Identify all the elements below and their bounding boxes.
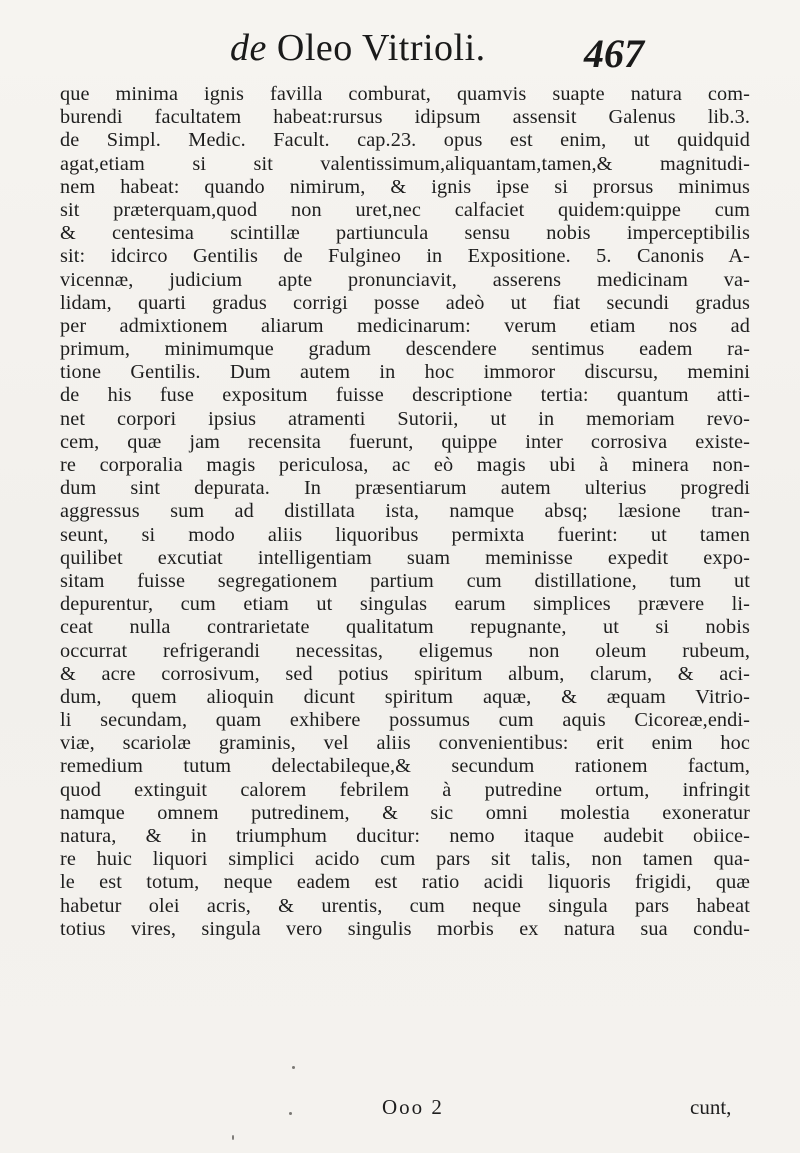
- text-line: re corporalia magis periculosa, ac eò magis ubi à minera non-: [60, 454, 750, 476]
- text-line: sitam fuisse segregationem partium cum distillatione, tum ut: [60, 569, 750, 592]
- body-text: [60, 83, 750, 941]
- text-line: & centesima scintillæ partiuncula sensu nobis imperceptibilis: [60, 222, 750, 245]
- text-line: quilibet excutiat intelligentiam suam meminisse expedit expo-: [60, 546, 750, 569]
- text-line: per admixtionem aliarum medicinarum: verum etiam nos ad: [60, 314, 750, 337]
- text-line: sit præterquam,quod non uret,nec calfaciet quidem:quippe cum: [60, 198, 750, 221]
- text-line: quod extinguit calorem febrilem à putredine ortum, infringit: [60, 778, 750, 801]
- running-title-rest: Oleo Vitrioli.: [266, 27, 486, 69]
- text-line: agat,etiam si sit valentissimum,aliquantam,tamen,& magnitudi-: [60, 152, 750, 175]
- text-line: habetur olei acris, & urentis, cum neque singula pars habeat: [60, 894, 750, 917]
- text-line: sit: idcirco Gentilis de Fulgineo in Expositione. 5. Canonis A-: [60, 245, 750, 268]
- running-title: [230, 26, 486, 70]
- running-title-de: de: [230, 27, 267, 69]
- text-line: occurrat refrigerandi necessitas, eligemus non oleum rubeum,: [60, 639, 750, 662]
- text-line: dum sint depurata. In præsentiarum autem ulterius progredi: [60, 477, 750, 500]
- text-line: dum, quem alioquin dicunt spiritum aquæ, & æquam Vitrio-: [60, 685, 750, 708]
- text-line: tione Gentilis. Dum autem in hoc immoror discursu, memini: [60, 361, 750, 384]
- text-line: viæ, scariolæ graminis, vel aliis convenientibus: erit enim hoc: [60, 732, 750, 755]
- ink-speck: [232, 1135, 234, 1140]
- signature-mark: Oοο 2: [382, 1095, 444, 1119]
- text-line: primum, minimumque gradum descendere sentimus eadem ra-: [60, 338, 750, 361]
- catchword: cunt,: [690, 1095, 732, 1119]
- text-line: totius vires, singula vero singulis morbis ex natura sua condu-: [60, 917, 750, 940]
- text-line: burendi facultatem habeat:rursus idipsum assensit Galenus lib.3.: [60, 106, 750, 129]
- text-line: li secundam, quam exhibere possumus cum aquis Cicoreæ,endi-: [60, 709, 750, 732]
- text-line: namque omnem putredinem, & sic omni molestia exoneratur: [60, 801, 750, 824]
- ink-speck: [289, 1112, 292, 1115]
- text-line: cem, quæ jam recensita fuerunt, quippe inter corrosiva existe-: [60, 430, 750, 453]
- text-line: le est totum, neque eadem est ratio acidi liquoris frigidi, quæ: [60, 871, 750, 894]
- text-line: lidam, quarti gradus corrigi posse adeò ut fiat secundi gradus: [60, 291, 750, 314]
- text-line: nem habeat: quando nimirum, & ignis ipse si prorsus minimus: [60, 175, 750, 198]
- text-line: vicennæ, judicium apte pronunciavit, asserens medicinam va-: [60, 268, 750, 291]
- text-line: re huic liquori simplici acido cum pars sit talis, non tamen qua-: [60, 848, 750, 871]
- text-line: aggressus sum ad distillata ista, namque absq; læsione tran-: [60, 500, 750, 523]
- text-line: seunt, si modo aliis liquoribus permixta fuerint: ut tamen: [60, 523, 750, 546]
- text-line: depurentur, cum etiam ut singulas earum simplices prævere li-: [60, 593, 750, 616]
- text-line: remedium tutum delectabileque,& secundum rationem factum,: [60, 755, 750, 778]
- running-head: [0, 6, 800, 78]
- text-line: natura, & in triumphum ducitur: nemo itaque audebit obiice-: [60, 825, 750, 847]
- text-line: ceat nulla contrarietate qualitatum repugnante, ut si nobis: [60, 616, 750, 639]
- page-number: 467: [584, 31, 644, 76]
- text-line: que minima ignis favilla comburat, quamvis suapte natura com-: [60, 83, 750, 105]
- text-line: & acre corrosivum, sed potius spiritum album, clarum, & aci-: [60, 662, 750, 685]
- text-line: de Simpl. Medic. Facult. cap.23. opus est enim, ut quidquid: [60, 129, 750, 152]
- ink-speck: [292, 1066, 295, 1069]
- text-line: net corpori ipsius atramenti Sutorii, ut in memoriam revo-: [60, 407, 750, 430]
- text-line: de his fuse expositum fuisse descriptione tertia: quantum atti-: [60, 384, 750, 407]
